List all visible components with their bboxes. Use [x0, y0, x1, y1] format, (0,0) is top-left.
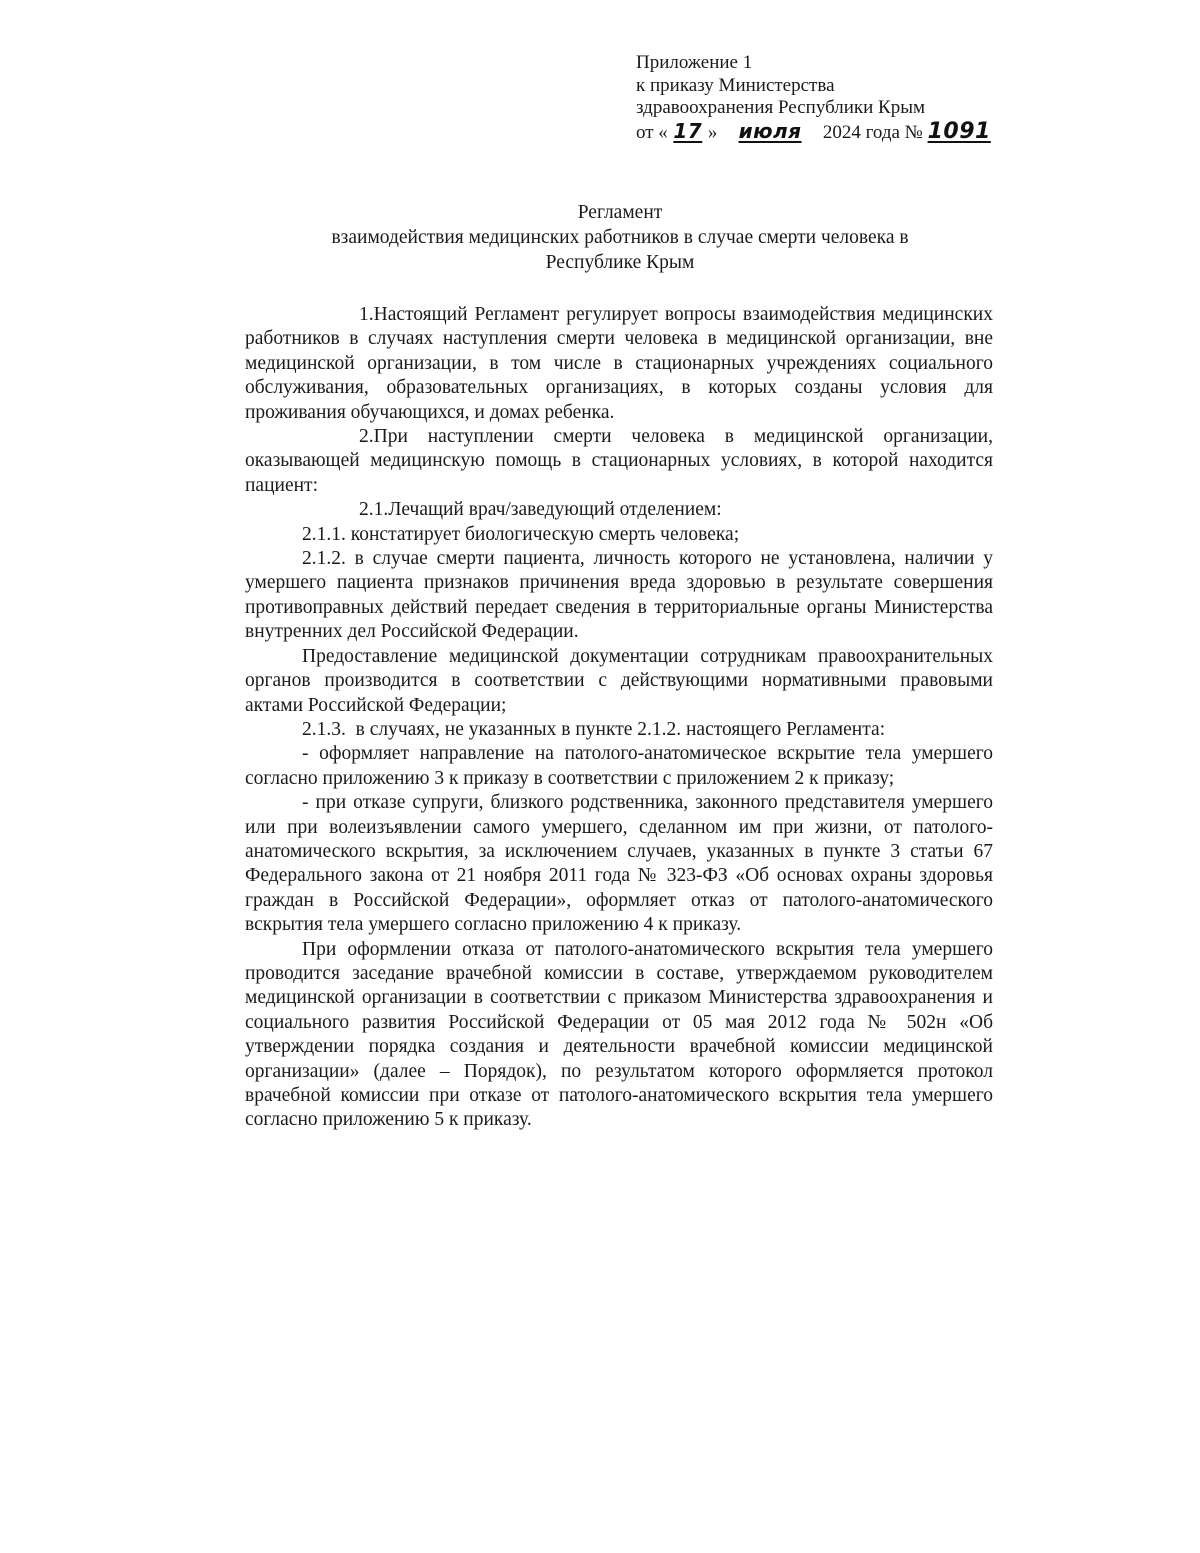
paragraph-2-1-2: [245, 547, 993, 645]
paragraph-2-1-text: Лечащий врач/заведующий отделением:: [388, 499, 722, 521]
title-line-1: Регламент: [577, 202, 663, 223]
paragraph-2-1-1: [245, 523, 993, 547]
paragraph-2-1-2-text: в случае смерти пациента, личность которого не установлена, наличии у умершего пациента признаков причинения вреда здоровью в результате совершения противоправных действий передает сведения в территориальные органы Министерства внутренних дел Российской Федерации.: [245, 548, 993, 643]
appendix-line-2: к приказу Министерства: [636, 74, 835, 96]
appendix-header: [636, 52, 1056, 144]
paragraph-2-1-1-number: 2.1.1.: [302, 523, 346, 545]
handwritten-order-number: 1091: [927, 118, 991, 144]
paragraph-dash-2: - при отказе супруги, близкого родственника, законного представителя умершего или при волеизъявлении самого умершего, сделанном им при жизни, от патолого-анатомического вскрытия, за исключением случаев, указанных в пункте 3 статьи 67 Федерального закона от 21 ноября 2011 года № 323-ФЗ «Об основах охраны здоровья граждан в Российской Федерации», оформляет отказ от патолого-анатомического вскрытия тела умершего согласно приложению 4 к приказу.: [245, 792, 993, 936]
paragraph-2-1-1-text: констатирует биологическую смерть человека;: [350, 523, 740, 545]
date-prefix: от «: [636, 121, 668, 143]
paragraph-2-1-3: [245, 718, 993, 742]
date-suffix: 2024 года №: [818, 121, 928, 143]
title-line-3: Республике Крым: [545, 252, 695, 273]
appendix-date-line: [636, 120, 1056, 145]
paragraph-2-1-3-text: в случаях, не указанных в пункте 2.1.2. настоящего Регламента:: [355, 718, 886, 740]
appendix-line-3: здравоохранения Республики Крым: [636, 97, 926, 118]
paragraph-2: [245, 425, 993, 498]
paragraph-dash-1: - оформляет направление на патолого-анатомическое вскрытие тела умершего согласно приложению 3 к приказу в соответствии с приложением 2 к приказу;: [245, 743, 993, 789]
paragraph-1: [245, 303, 993, 425]
paragraph-commission: При оформлении отказа от патолого-анатомического вскрытия тела умершего проводится заседание врачебной комиссии в составе, утверждаемом руководителем медицинской организации в соответствии с приказом Министерства здравоохранения и социального развития Российской Федерации от 05 мая 2012 года № 502н «Об утверждении порядка создания и деятельности врачебной комиссии медицинской организации» (далее – Порядок), по результатом которого оформляется протокол врачебной комиссии при отказе от патолого-анатомического вскрытия тела умершего согласно приложению 5 к приказу.: [245, 938, 993, 1131]
paragraph-2-text: При наступлении смерти человека в медицинской организации, оказывающей медицинскую помощь в стационарных условиях, в которой находится пациент:: [245, 426, 993, 496]
paragraph-1-number: 1.: [359, 304, 374, 325]
paragraph-documentation: Предоставление медицинской документации сотрудникам правоохранительных органов производится в соответствии с действующими нормативными правовыми актами Российской Федерации;: [245, 645, 993, 716]
handwritten-month: июля: [738, 118, 802, 143]
document-body: [245, 303, 993, 1133]
appendix-line-1: Приложение 1: [636, 52, 753, 73]
title-line-2: взаимодействия медицинских работников в случае смерти человека в: [331, 227, 909, 248]
handwritten-day: 17: [673, 118, 703, 143]
paragraph-2-1-2-number: 2.1.2.: [302, 548, 346, 570]
paragraph-1-text: Настоящий Регламент регулирует вопросы взаимодействия медицинских работников в случаях наступления смерти человека в медицинской организации, вне медицинской организации, в том числе в стационарных учреждениях социального обслуживания, образовательных организациях, в которых созданы условия для проживания обучающихся, и домах ребенка.: [245, 304, 993, 423]
paragraph-2-1-number: 2.1.: [359, 499, 389, 521]
paragraph-2-1: [245, 498, 993, 522]
document-title: [250, 200, 990, 275]
paragraph-2-number: 2.: [359, 426, 374, 448]
date-mid: »: [707, 121, 723, 143]
paragraph-2-1-3-number: 2.1.3.: [302, 718, 346, 740]
